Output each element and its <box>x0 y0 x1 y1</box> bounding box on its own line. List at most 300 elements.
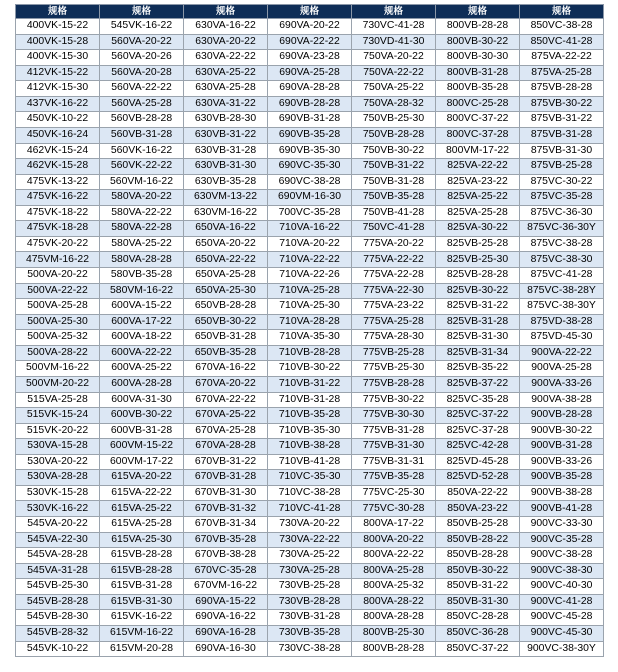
table-row <box>16 283 604 299</box>
spec-cell: 630VB-31-22 <box>184 127 268 143</box>
spec-cell: 580VA-20-22 <box>100 190 184 206</box>
table-row <box>16 517 604 533</box>
spec-cell: 750VB-28-28 <box>352 127 436 143</box>
spec-cell: 412VK-15-30 <box>16 81 100 97</box>
spec-cell: 515VK-15-24 <box>16 408 100 424</box>
spec-cell: 500VA-25-30 <box>16 314 100 330</box>
spec-cell: 730VB-31-28 <box>268 610 352 626</box>
spec-cell: 560VB-28-28 <box>100 112 184 128</box>
spec-cell: 710VB-31-28 <box>268 392 352 408</box>
spec-cell: 500VA-25-32 <box>16 330 100 346</box>
spec-cell: 875VB-31-22 <box>520 112 604 128</box>
spec-cell: 710VA-22-22 <box>268 252 352 268</box>
table-row <box>16 34 604 50</box>
spec-cell: 690VA-16-30 <box>184 641 268 657</box>
table-row <box>16 470 604 486</box>
spec-cell: 775VC-25-30 <box>352 485 436 501</box>
spec-cell: 515VK-20-22 <box>16 423 100 439</box>
spec-cell: 475VK-18-22 <box>16 205 100 221</box>
spec-cell: 600VM-17-22 <box>100 454 184 470</box>
table-row <box>16 19 604 35</box>
spec-cell: 690VA-20-22 <box>268 19 352 35</box>
spec-cell: 545VB-28-32 <box>16 625 100 641</box>
table-row <box>16 625 604 641</box>
table-row <box>16 485 604 501</box>
spec-cell: 560VA-20-28 <box>100 65 184 81</box>
spec-cell: 800VC-37-22 <box>436 112 520 128</box>
spec-cell: 450VK-16-24 <box>16 127 100 143</box>
spec-cell: 615VB-31-30 <box>100 594 184 610</box>
spec-cell: 615VB-28-28 <box>100 563 184 579</box>
spec-cell: 690VC-38-28 <box>268 174 352 190</box>
spec-cell: 670VB-38-28 <box>184 548 268 564</box>
spec-cell: 750VC-41-28 <box>352 221 436 237</box>
spec-table <box>15 4 604 657</box>
spec-cell: 875VB-31-30 <box>520 143 604 159</box>
spec-cell: 825VB-25-30 <box>436 252 520 268</box>
spec-cell: 690VC-35-30 <box>268 159 352 175</box>
spec-cell: 875VB-25-28 <box>520 159 604 175</box>
spec-cell: 825VA-30-22 <box>436 221 520 237</box>
spec-cell: 775VB-35-28 <box>352 470 436 486</box>
spec-cell: 875VC-36-30 <box>520 205 604 221</box>
table-row <box>16 65 604 81</box>
spec-cell: 600VA-31-30 <box>100 392 184 408</box>
spec-cell: 900VC-38-30Y <box>520 641 604 657</box>
spec-cell: 825VB-35-22 <box>436 361 520 377</box>
table-row <box>16 330 604 346</box>
spec-cell: 775VA-20-22 <box>352 236 436 252</box>
spec-cell: 615VA-22-22 <box>100 485 184 501</box>
spec-cell: 900VB-33-26 <box>520 454 604 470</box>
spec-cell: 615VK-16-22 <box>100 610 184 626</box>
spec-cell: 800VB-31-28 <box>436 65 520 81</box>
spec-cell: 462VK-15-28 <box>16 159 100 175</box>
spec-cell: 800VA-20-22 <box>352 532 436 548</box>
spec-cell: 800VC-37-28 <box>436 127 520 143</box>
spec-cell: 545VB-25-30 <box>16 579 100 595</box>
spec-cell: 560VA-22-22 <box>100 81 184 97</box>
spec-cell: 412VK-15-22 <box>16 65 100 81</box>
spec-cell: 850VC-41-28 <box>520 34 604 50</box>
spec-cell: 730VA-25-28 <box>268 563 352 579</box>
spec-cell: 775VB-30-30 <box>352 408 436 424</box>
spec-cell: 875VD-38-28 <box>520 314 604 330</box>
spec-cell: 825VC-37-22 <box>436 408 520 424</box>
spec-cell: 530VK-15-28 <box>16 485 100 501</box>
spec-cell: 580VB-35-28 <box>100 268 184 284</box>
spec-cell: 730VB-28-28 <box>268 594 352 610</box>
table-row <box>16 454 604 470</box>
spec-cell: 800VM-17-22 <box>436 143 520 159</box>
spec-cell: 750VA-28-32 <box>352 96 436 112</box>
spec-cell: 630VM-13-22 <box>184 190 268 206</box>
table-row <box>16 439 604 455</box>
spec-cell: 825VB-31-28 <box>436 314 520 330</box>
spec-cell: 670VA-25-22 <box>184 408 268 424</box>
spec-cell: 900VB-31-28 <box>520 439 604 455</box>
spec-cell: 825VB-37-22 <box>436 376 520 392</box>
spec-cell: 850VB-28-22 <box>436 532 520 548</box>
table-row <box>16 563 604 579</box>
spec-cell: 670VA-20-22 <box>184 376 268 392</box>
spec-cell: 615VM-16-22 <box>100 625 184 641</box>
spec-cell: 850VA-22-22 <box>436 485 520 501</box>
column-header: 规格 <box>184 5 268 19</box>
table-row <box>16 423 604 439</box>
spec-cell: 730VC-41-28 <box>352 19 436 35</box>
table-row <box>16 408 604 424</box>
spec-cell: 400VK-15-30 <box>16 50 100 66</box>
spec-cell: 900VC-45-28 <box>520 610 604 626</box>
spec-cell: 850VA-23-22 <box>436 501 520 517</box>
spec-cell: 900VB-38-28 <box>520 485 604 501</box>
spec-cell: 800VB-35-28 <box>436 81 520 97</box>
spec-cell: 710VC-35-30 <box>268 470 352 486</box>
table-row <box>16 174 604 190</box>
spec-cell: 710VC-41-28 <box>268 501 352 517</box>
spec-cell: 825VB-28-28 <box>436 268 520 284</box>
spec-cell: 560VB-31-28 <box>100 127 184 143</box>
table-row <box>16 376 604 392</box>
spec-cell: 630VA-22-22 <box>184 50 268 66</box>
spec-cell: 730VA-22-22 <box>268 532 352 548</box>
spec-cell: 690VA-22-22 <box>268 34 352 50</box>
spec-cell: 515VA-25-28 <box>16 392 100 408</box>
spec-cell: 630VA-20-22 <box>184 34 268 50</box>
spec-cell: 530VA-28-28 <box>16 470 100 486</box>
table-row <box>16 314 604 330</box>
spec-cell: 710VB-35-28 <box>268 408 352 424</box>
spec-cell: 850VB-28-28 <box>436 548 520 564</box>
spec-cell: 730VB-25-28 <box>268 579 352 595</box>
spec-cell: 900VA-33-26 <box>520 376 604 392</box>
spec-cell: 545VA-28-28 <box>16 548 100 564</box>
spec-cell: 825VB-31-30 <box>436 330 520 346</box>
spec-cell: 690VB-35-30 <box>268 143 352 159</box>
spec-cell: 730VB-35-28 <box>268 625 352 641</box>
column-header: 规格 <box>352 5 436 19</box>
spec-cell: 437VK-16-22 <box>16 96 100 112</box>
spec-cell: 615VA-25-30 <box>100 532 184 548</box>
spec-cell: 615VB-31-28 <box>100 579 184 595</box>
spec-cell: 900VB-28-28 <box>520 408 604 424</box>
spec-cell: 710VB-38-28 <box>268 439 352 455</box>
spec-cell: 630VA-31-22 <box>184 96 268 112</box>
spec-cell: 710VA-25-28 <box>268 283 352 299</box>
spec-cell: 500VM-20-22 <box>16 376 100 392</box>
spec-cell: 670VB-35-28 <box>184 532 268 548</box>
spec-cell: 775VB-30-22 <box>352 392 436 408</box>
spec-cell: 650VB-35-28 <box>184 345 268 361</box>
spec-cell: 560VA-20-22 <box>100 34 184 50</box>
spec-cell: 825VA-22-22 <box>436 159 520 175</box>
spec-cell: 630VB-35-28 <box>184 174 268 190</box>
spec-cell: 800VC-25-28 <box>436 96 520 112</box>
spec-cell: 900VC-41-28 <box>520 594 604 610</box>
spec-cell: 690VA-16-28 <box>184 625 268 641</box>
column-header: 规格 <box>436 5 520 19</box>
spec-cell: 600VA-15-22 <box>100 299 184 315</box>
spec-cell: 600VA-25-22 <box>100 361 184 377</box>
header-row <box>16 5 604 19</box>
spec-cell: 825VA-23-22 <box>436 174 520 190</box>
spec-cell: 710VA-25-30 <box>268 299 352 315</box>
table-row <box>16 190 604 206</box>
table-row <box>16 610 604 626</box>
spec-cell: 900VC-38-28 <box>520 548 604 564</box>
spec-cell: 825VC-37-28 <box>436 423 520 439</box>
spec-cell: 650VA-25-30 <box>184 283 268 299</box>
spec-cell: 600VB-31-28 <box>100 423 184 439</box>
spec-cell: 710VB-28-28 <box>268 345 352 361</box>
table-row <box>16 159 604 175</box>
spec-cell: 690VB-28-28 <box>268 96 352 112</box>
spec-cell: 580VA-22-28 <box>100 221 184 237</box>
spec-cell: 690VA-23-28 <box>268 50 352 66</box>
spec-cell: 825VC-42-28 <box>436 439 520 455</box>
spec-cell: 560VM-16-22 <box>100 174 184 190</box>
spec-cell: 730VD-41-30 <box>352 34 436 50</box>
spec-cell: 775VA-22-22 <box>352 252 436 268</box>
table-row <box>16 641 604 657</box>
spec-cell: 475VK-20-22 <box>16 236 100 252</box>
spec-cell: 800VB-28-28 <box>352 641 436 657</box>
spec-cell: 670VA-28-28 <box>184 439 268 455</box>
spec-cell: 750VB-35-28 <box>352 190 436 206</box>
column-header: 规格 <box>16 5 100 19</box>
spec-cell: 615VB-28-28 <box>100 548 184 564</box>
spec-cell: 700VC-35-28 <box>268 205 352 221</box>
spec-cell: 875VB-30-22 <box>520 96 604 112</box>
spec-cell: 600VB-30-22 <box>100 408 184 424</box>
spec-cell: 900VA-22-22 <box>520 345 604 361</box>
spec-cell: 500VA-22-22 <box>16 283 100 299</box>
spec-cell: 850VC-37-22 <box>436 641 520 657</box>
spec-cell: 900VB-41-28 <box>520 501 604 517</box>
spec-cell: 825VD-52-28 <box>436 470 520 486</box>
spec-cell: 850VB-31-22 <box>436 579 520 595</box>
spec-cell: 710VC-38-28 <box>268 485 352 501</box>
spec-cell: 775VB-25-30 <box>352 361 436 377</box>
spec-cell: 545VA-31-28 <box>16 563 100 579</box>
spec-cell: 850VB-31-30 <box>436 594 520 610</box>
spec-cell: 875VB-31-28 <box>520 127 604 143</box>
spec-cell: 580VA-28-28 <box>100 252 184 268</box>
table-row <box>16 548 604 564</box>
spec-cell: 750VA-20-22 <box>352 50 436 66</box>
spec-cell: 670VC-35-28 <box>184 563 268 579</box>
spec-cell: 400VK-15-22 <box>16 19 100 35</box>
spec-cell: 825VB-30-22 <box>436 283 520 299</box>
spec-cell: 650VA-16-22 <box>184 221 268 237</box>
spec-cell: 900VB-30-22 <box>520 423 604 439</box>
spec-cell: 545VB-28-28 <box>16 594 100 610</box>
spec-cell: 560VK-22-22 <box>100 159 184 175</box>
spec-cell: 670VA-22-22 <box>184 392 268 408</box>
spec-cell: 800VA-28-22 <box>352 594 436 610</box>
spec-cell: 875VC-38-30 <box>520 252 604 268</box>
spec-cell: 670VB-31-30 <box>184 485 268 501</box>
spec-cell: 900VC-33-30 <box>520 517 604 533</box>
spec-cell: 475VK-16-22 <box>16 190 100 206</box>
table-row <box>16 96 604 112</box>
spec-cell: 750VB-25-30 <box>352 112 436 128</box>
spec-cell: 775VB-31-30 <box>352 439 436 455</box>
spec-cell: 875VC-35-28 <box>520 190 604 206</box>
spec-cell: 670VB-31-34 <box>184 517 268 533</box>
table-row <box>16 361 604 377</box>
spec-cell: 630VA-16-22 <box>184 19 268 35</box>
spec-cell: 650VA-25-28 <box>184 268 268 284</box>
spec-cell: 825VB-31-22 <box>436 299 520 315</box>
table-row <box>16 594 604 610</box>
spec-cell: 545VA-22-30 <box>16 532 100 548</box>
spec-cell: 825VA-25-28 <box>436 205 520 221</box>
spec-cell: 750VA-22-22 <box>352 65 436 81</box>
spec-cell: 630VA-25-22 <box>184 65 268 81</box>
column-header: 规格 <box>100 5 184 19</box>
spec-cell: 560VK-16-22 <box>100 143 184 159</box>
spec-cell: 900VC-45-30 <box>520 625 604 641</box>
spec-cell: 875VA-25-28 <box>520 65 604 81</box>
spec-cell: 710VA-35-30 <box>268 330 352 346</box>
spec-cell: 800VA-17-22 <box>352 517 436 533</box>
spec-cell: 580VA-25-22 <box>100 236 184 252</box>
spec-cell: 475VK-18-28 <box>16 221 100 237</box>
table-row <box>16 345 604 361</box>
spec-cell: 615VA-25-22 <box>100 501 184 517</box>
spec-cell: 650VA-20-22 <box>184 236 268 252</box>
spec-cell: 462VK-15-24 <box>16 143 100 159</box>
spec-cell: 500VA-25-28 <box>16 299 100 315</box>
table-row <box>16 81 604 97</box>
spec-cell: 775VB-25-28 <box>352 345 436 361</box>
spec-cell: 730VA-20-22 <box>268 517 352 533</box>
spec-cell: 600VM-15-22 <box>100 439 184 455</box>
spec-cell: 750VB-31-22 <box>352 159 436 175</box>
spec-cell: 650VB-31-28 <box>184 330 268 346</box>
spec-cell: 875VC-38-28Y <box>520 283 604 299</box>
spec-cell: 560VA-25-28 <box>100 96 184 112</box>
table-row <box>16 532 604 548</box>
spec-cell: 750VB-30-22 <box>352 143 436 159</box>
spec-cell: 750VA-25-22 <box>352 81 436 97</box>
spec-cell: 560VA-20-26 <box>100 50 184 66</box>
table-row <box>16 392 604 408</box>
spec-cell: 875VD-45-30 <box>520 330 604 346</box>
spec-cell: 775VB-28-28 <box>352 376 436 392</box>
table-row <box>16 127 604 143</box>
spec-cell: 545VK-16-22 <box>100 19 184 35</box>
spec-cell: 670VA-25-28 <box>184 423 268 439</box>
spec-cell: 825VA-25-22 <box>436 190 520 206</box>
spec-cell: 690VB-31-28 <box>268 112 352 128</box>
spec-cell: 800VA-25-32 <box>352 579 436 595</box>
spec-cell: 825VD-45-28 <box>436 454 520 470</box>
spec-cell: 900VA-38-28 <box>520 392 604 408</box>
spec-cell: 775VA-22-30 <box>352 283 436 299</box>
spec-cell: 875VC-38-28 <box>520 236 604 252</box>
spec-cell: 825VB-31-34 <box>436 345 520 361</box>
spec-cell: 690VA-15-22 <box>184 594 268 610</box>
spec-cell: 475VM-16-22 <box>16 252 100 268</box>
spec-cell: 500VM-16-22 <box>16 361 100 377</box>
table-body <box>16 19 604 657</box>
spec-cell: 825VB-25-28 <box>436 236 520 252</box>
column-header: 规格 <box>268 5 352 19</box>
spec-cell: 690VM-16-30 <box>268 190 352 206</box>
spec-cell: 775VC-30-28 <box>352 501 436 517</box>
spec-cell: 670VB-31-32 <box>184 501 268 517</box>
spec-cell: 710VB-35-30 <box>268 423 352 439</box>
spec-cell: 600VA-18-22 <box>100 330 184 346</box>
spec-cell: 775VA-22-28 <box>352 268 436 284</box>
spec-cell: 800VA-25-28 <box>352 563 436 579</box>
spec-cell: 875VA-22-22 <box>520 50 604 66</box>
spec-cell: 710VA-22-26 <box>268 268 352 284</box>
spec-cell: 530VA-15-28 <box>16 439 100 455</box>
table-row <box>16 236 604 252</box>
spec-cell: 670VA-16-22 <box>184 361 268 377</box>
spec-cell: 800VB-28-28 <box>436 19 520 35</box>
spec-cell: 530VA-20-22 <box>16 454 100 470</box>
spec-cell: 775VA-23-22 <box>352 299 436 315</box>
spec-cell: 900VC-35-28 <box>520 532 604 548</box>
table-row <box>16 50 604 66</box>
spec-cell: 615VA-25-28 <box>100 517 184 533</box>
spec-cell: 545VB-28-30 <box>16 610 100 626</box>
table-row <box>16 252 604 268</box>
spec-cell: 545VA-20-22 <box>16 517 100 533</box>
spec-cell: 500VA-20-22 <box>16 268 100 284</box>
table-row <box>16 221 604 237</box>
spec-cell: 580VA-22-22 <box>100 205 184 221</box>
spec-cell: 475VK-13-22 <box>16 174 100 190</box>
spec-cell: 730VA-25-22 <box>268 548 352 564</box>
spec-cell: 615VM-20-28 <box>100 641 184 657</box>
spec-cell: 670VB-31-28 <box>184 470 268 486</box>
spec-cell: 650VA-22-22 <box>184 252 268 268</box>
spec-cell: 850VC-38-28 <box>520 19 604 35</box>
spec-cell: 615VA-20-22 <box>100 470 184 486</box>
table-row <box>16 501 604 517</box>
spec-cell: 710VB-41-28 <box>268 454 352 470</box>
spec-cell: 600VA-28-28 <box>100 376 184 392</box>
spec-cell: 850VB-30-22 <box>436 563 520 579</box>
spec-cell: 630VB-31-30 <box>184 159 268 175</box>
spec-cell: 750VB-31-28 <box>352 174 436 190</box>
spec-cell: 630VB-28-30 <box>184 112 268 128</box>
spec-cell: 690VA-28-28 <box>268 81 352 97</box>
spec-cell: 710VB-30-22 <box>268 361 352 377</box>
spec-cell: 710VA-20-22 <box>268 236 352 252</box>
spec-cell: 730VC-38-28 <box>268 641 352 657</box>
spec-cell: 750VB-41-28 <box>352 205 436 221</box>
spec-cell: 875VB-28-28 <box>520 81 604 97</box>
spec-cell: 775VA-25-28 <box>352 314 436 330</box>
table-row <box>16 112 604 128</box>
spec-cell: 690VB-35-28 <box>268 127 352 143</box>
spec-cell: 450VK-10-22 <box>16 112 100 128</box>
spec-cell: 650VB-30-22 <box>184 314 268 330</box>
spec-cell: 850VB-25-28 <box>436 517 520 533</box>
spec-cell: 775VB-31-28 <box>352 423 436 439</box>
spec-cell: 900VC-38-30 <box>520 563 604 579</box>
spec-cell: 800VA-28-28 <box>352 610 436 626</box>
spec-cell: 710VA-28-28 <box>268 314 352 330</box>
spec-cell: 875VC-38-30Y <box>520 299 604 315</box>
